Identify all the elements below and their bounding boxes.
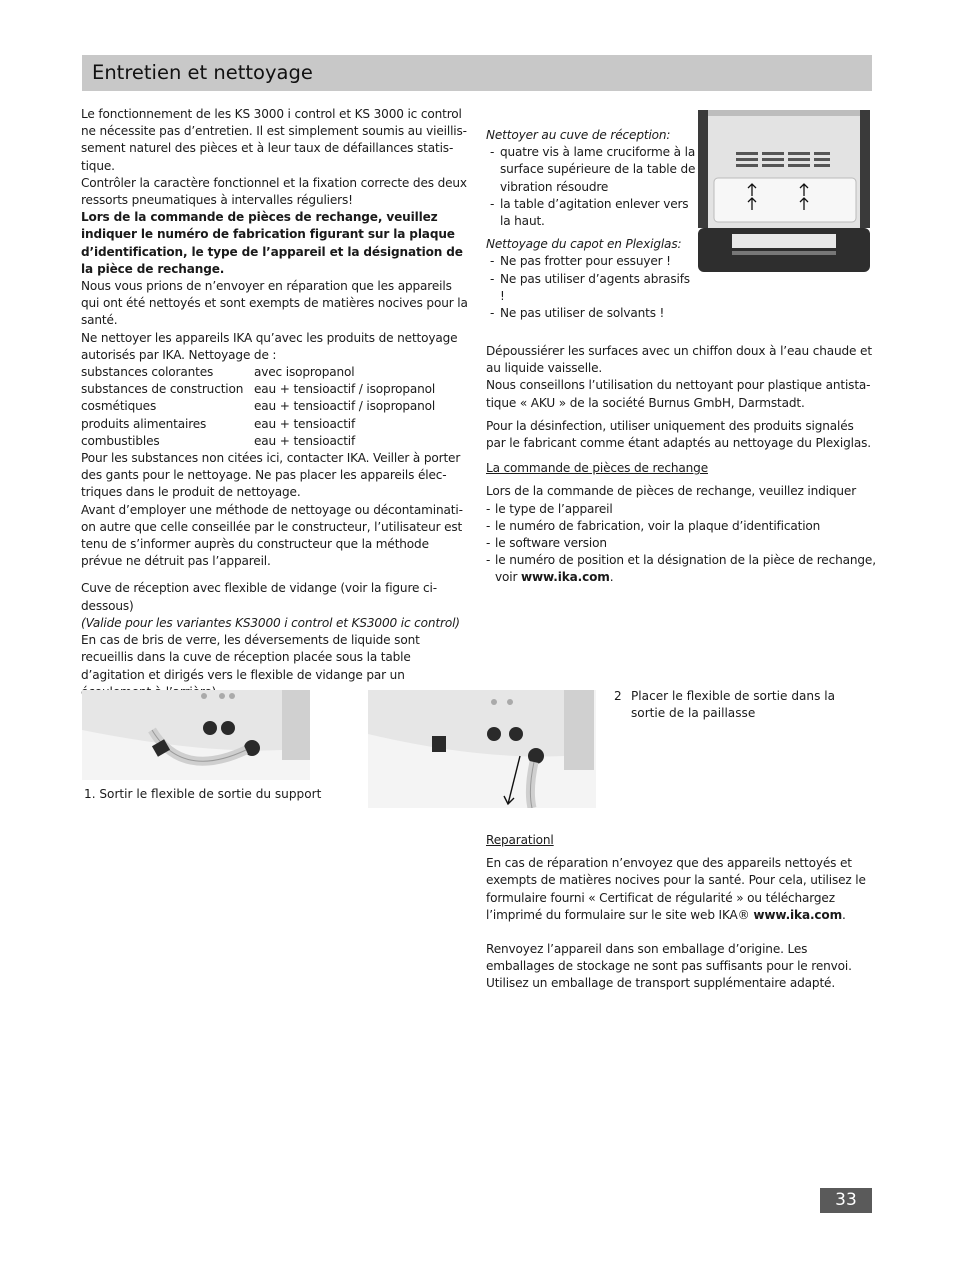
paragraph: Pour les substances non citées ici, contacter IKA. Veiller à porter des gants pour le nettoyage. Ne pas placer les appareils électriques dans le produit de nettoyage. xyxy=(81,451,461,500)
period: . xyxy=(842,907,846,922)
caption-step-2-number: 2 xyxy=(614,689,622,703)
instructions-title: Nettoyage du capot en Plexiglas: xyxy=(486,237,682,252)
shaker-illustration xyxy=(696,110,872,274)
paragraph: Nous conseillons l’utilisation du nettoyant pour plastique antistatique « AKU » de la société Burnus GmbH, Darmstadt. xyxy=(486,378,871,410)
list-item: - Ne pas frotter pour essuyer ! xyxy=(486,253,696,270)
caption-step-2: Placer le flexible de sortie dans la sortie de la paillasse xyxy=(631,689,835,720)
paragraph xyxy=(486,855,876,924)
paragraph: Nous vous prions de n’envoyer en réparation que les appareils qui ont été nettoyés et sont exempts de matières nocives pour la santé. xyxy=(81,279,468,328)
left-column xyxy=(81,106,471,701)
paragraph: Dépoussiérer les surfaces avec un chiffon doux à l’eau chaude et au liquide vaisselle. xyxy=(486,344,872,376)
cell-agent: eau + tensioactif / isopropanol xyxy=(254,399,436,414)
page-title: Entretien et nettoyage xyxy=(92,61,313,84)
list-item: - la table d’agitation enlever vers la haut. xyxy=(486,196,696,230)
section-header xyxy=(82,55,872,91)
cell-substance: substances de construction xyxy=(81,382,244,397)
list-item: - quatre vis à lame cruciforme à la surface supérieure de la table de vibration résoudre xyxy=(486,144,696,196)
paragraph: Renvoyez l’appareil dans son emballage d’origine. Les emballages de stockage ne sont pas suffisants pour le renvoi. Utilisez un emballage de transport supplémentaire adapté. xyxy=(486,942,852,991)
caption-step-1: 1. Sortir le flexible de sortie du support xyxy=(84,787,322,801)
right-column xyxy=(486,343,876,587)
cleaning-instructions xyxy=(486,127,696,322)
page-number: 33 xyxy=(820,1188,872,1213)
subheading: Cuve de réception avec flexible de vidange (voir la figure ci-dessous) xyxy=(81,581,437,613)
paragraph: Ne nettoyer les appareils IKA qu’avec les produits de nettoyage autorisés par IKA. Nettoyage de : xyxy=(81,330,458,362)
cell-substance: substances colorantes xyxy=(81,365,214,380)
cell-agent: eau + tensioactif / isopropanol xyxy=(254,382,436,397)
hose-illustration xyxy=(368,690,606,808)
list-item: - le type de l’appareil xyxy=(486,501,876,518)
list-item: - Ne pas utiliser de solvants ! xyxy=(486,305,696,322)
list-item: - le numéro de fabrication, voir la plaque d’identification xyxy=(486,518,876,535)
repair-heading: Reparationl xyxy=(486,833,554,847)
repair-text: En cas de réparation n’envoyez que des appareils nettoyés et exempts de matières nocives pour la santé. Pour cela, utilisez le formulaire fourni « Certificat de régularité » ou téléchargez l’imprimé du formulaire sur le site web IKA® xyxy=(486,856,866,922)
website-link[interactable]: www.ika.com xyxy=(753,907,843,922)
paragraph: En cas de bris de verre, les déversements de liquide sont recueillis dans la cuve de réception placée sous la table d’agitation et dirigés vers le flexible de vidange par un xyxy=(81,633,420,682)
list-item xyxy=(486,552,876,586)
website-link[interactable]: www.ika.com xyxy=(520,570,610,585)
list-item: - le software version xyxy=(486,535,876,552)
cell-substance: produits alimentaires xyxy=(81,416,207,431)
table-row xyxy=(81,416,435,433)
paragraph: Contrôler la caractère fonctionnel et la fixation correcte des deux ressorts pneumatiques à intervalles réguliers! xyxy=(81,175,467,208)
paragraph: Pour la désinfection, utiliser uniquement des produits signalés par le fabricant comme étant adaptés au nettoyage du Plexiglas. xyxy=(486,418,871,451)
table-row xyxy=(81,381,435,398)
hose-illustration xyxy=(82,690,320,780)
hose-photo-2 xyxy=(368,690,606,808)
spare-parts-heading: La commande de pièces de rechange xyxy=(486,461,708,476)
shaker-photo xyxy=(696,110,872,274)
cell-substance: cosmétiques xyxy=(81,399,157,414)
instructions-title: Nettoyer au cuve de réception: xyxy=(486,128,671,142)
cell-substance: combustibles xyxy=(81,433,160,448)
table-row xyxy=(81,433,435,450)
list-item: - Ne pas utiliser d’agents abrasifs ! xyxy=(486,271,696,305)
paragraph: Avant d’employer une méthode de nettoyage ou décontamination autre que celle conseillée par le constructeur, l’utilisateur est tenu de s’informer auprès du constructeur que la méthode prévue ne détruit pas l’appareil. xyxy=(81,502,463,569)
paragraph: Le fonctionnement de les KS 3000 i control et KS 3000 ic control ne nécessite pas d’entretien. Il est simplement soumis au vieillissement naturel des pièces et à leur taux de défaillances statistique. xyxy=(81,107,468,173)
table-row xyxy=(81,364,435,381)
list-item-text: le numéro de position et la désignation de la pièce de rechange, voir xyxy=(495,553,876,585)
cell-agent: eau + tensioactif xyxy=(254,416,356,431)
cell-agent: avec isopropanol xyxy=(254,365,355,380)
table-row xyxy=(81,398,435,415)
cell-agent: eau + tensioactif xyxy=(254,433,356,448)
repair-section xyxy=(486,832,876,993)
spare-parts-note: Lors de la commande de pièces de rechange, veuillez indiquer le numéro de fabrication figurant sur la plaque d’identification, le type de l’appareil et la désignation de la pièce de rechange. xyxy=(81,210,463,276)
subheading-note: (Valide pour les variantes KS3000 i control et KS3000 ic control) xyxy=(81,615,460,630)
paragraph: Lors de la commande de pièces de rechange, veuillez indiquer xyxy=(486,484,857,499)
period: . xyxy=(609,570,614,585)
hose-photo-1 xyxy=(82,690,320,780)
cleaning-table xyxy=(81,364,435,450)
